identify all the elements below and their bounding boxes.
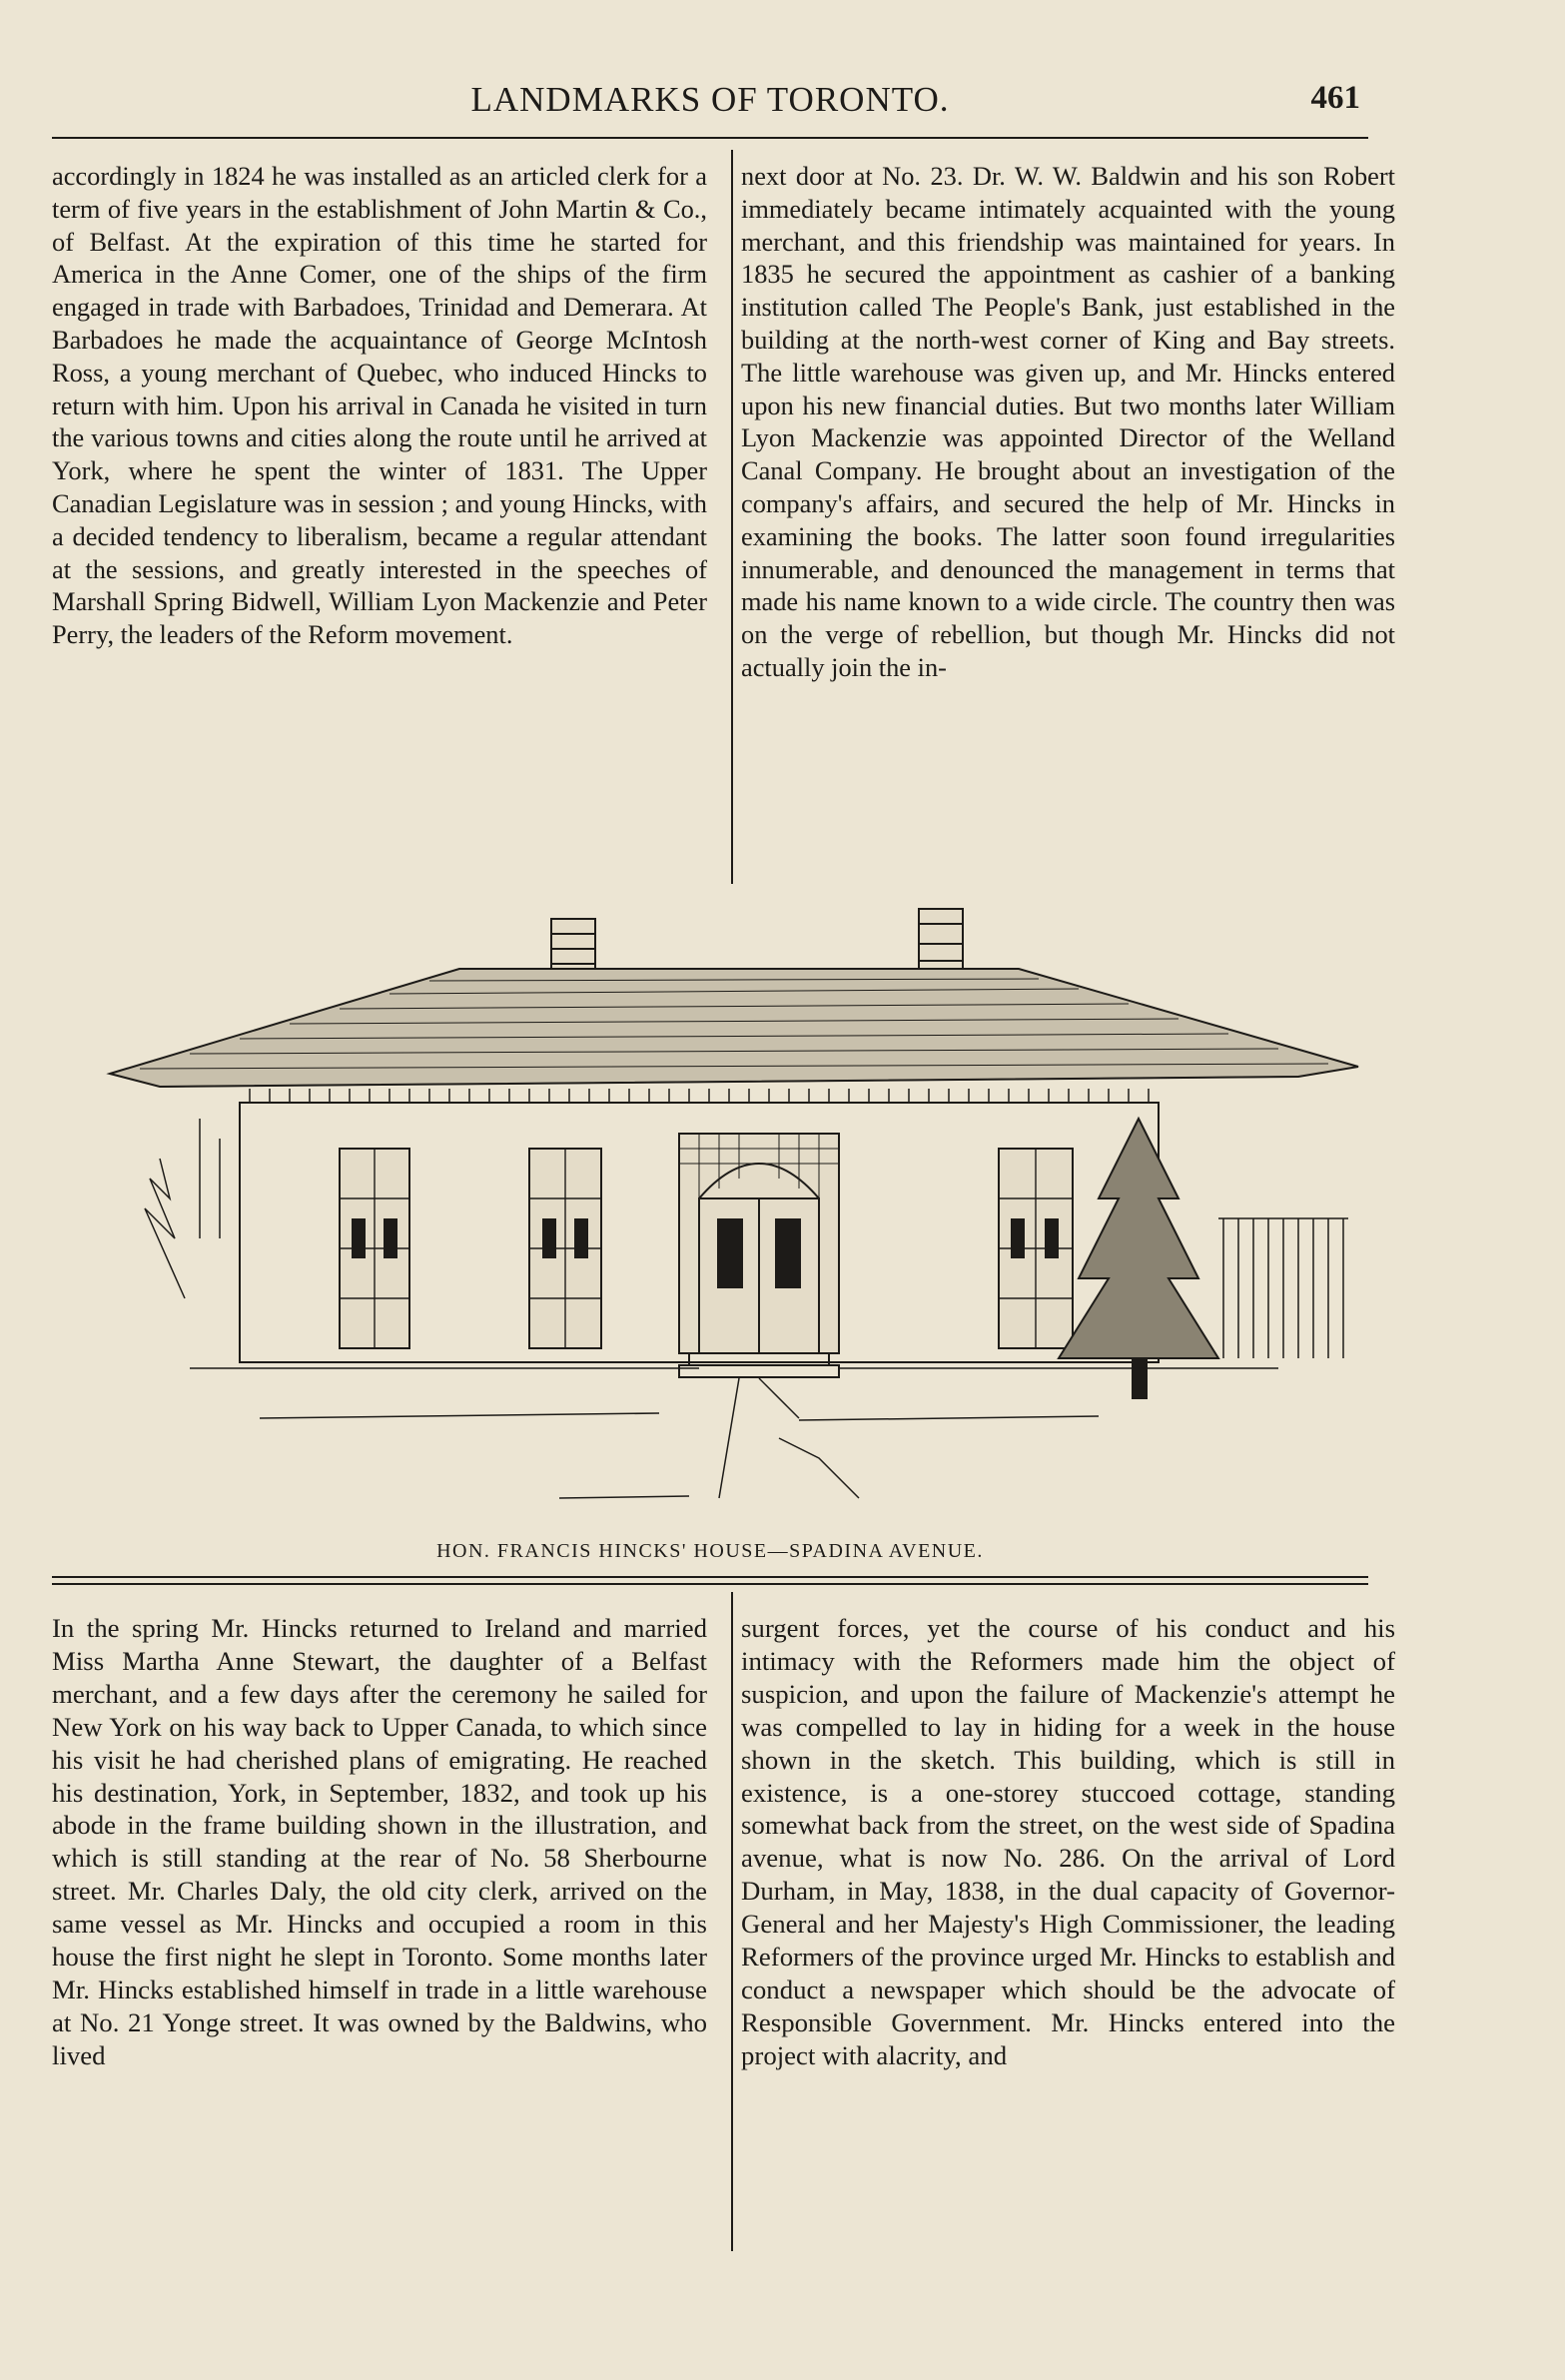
top-right-text: next door at No. 23. Dr. W. W. Baldwin and his son Robert immediately became intimately acquainted with the young merchant, and this friendship was maintained for years. In 1835 he secured the appointment as cashier of a banking institution called The People's Bank, just established in the building at the north-west corner of King and Bay streets. The little warehouse was given up, and Mr. Hincks entered upon his new financial duties. But two months later William Lyon Mackenzie was appointed Director of the Welland Canal Company. He brought about an investigation of the company's affairs, and secured the help of Mr. Hincks in examining the books. The latter soon found irregularities innumerable, and denounced the management in terms that made his name known to a wide circle. The country then was on the verge of rebellion, but though Mr. Hincks did not actually join the in- [741,161,1395,682]
top-column-divider [731,150,733,884]
header-rule [52,137,1368,139]
running-head: LANDMARKS OF TORONTO. [470,80,950,119]
top-right-column [741,160,1395,889]
top-left-column [52,160,713,889]
bottom-right-column [741,1612,1395,2251]
illustration-caption: HON. FRANCIS HINCKS' HOUSE—SPADINA AVENUE. [436,1540,984,1562]
bottom-left-column [52,1612,713,2251]
caption-rule-1 [52,1576,1368,1578]
page-header [52,76,1368,126]
house-illustration [100,899,1378,1538]
bottom-right-text: surgent forces, yet the course of his conduct and his intimacy with the Reformers made him the object of suspicion, and upon the failure of Mackenzie's attempt he was compelled to lay in hiding for a week in the house shown in the sketch. This building, which is still in existence, is a one-storey stuccoed cottage, standing somewhat back from the street, on the west side of Spadina avenue, what is now No. 286. On the arrival of Lord Durham, in May, 1838, in the dual capacity of Governor-General and her Majesty's High Commissioner, the leading Reformers of the province urged Mr. Hincks to establish and conduct a newspaper which should be the advocate of Responsible Government. Mr. Hincks entered into the project with alacrity, and [741,1613,1395,2070]
page-number: 461 [1310,80,1360,116]
bottom-left-text: In the spring Mr. Hincks returned to Ireland and married Miss Martha Anne Stewart, the daughter of a Belfast merchant, and a few days after the ceremony he sailed for New York on his way back to Upper Canada, to which since his visit he had cherished plans of emigrating. He reached his destination, York, in September, 1832, and took up his abode in the frame building shown in the illustration, and which is still standing at the rear of No. 58 Sherbourne street. Mr. Charles Daly, the old city clerk, arrived on the same vessel as Mr. Hincks and occupied a room in this house the first night he slept in Toronto. Some months later Mr. Hincks established himself in trade in a little warehouse at No. 21 Yonge street. It was owned by the Baldwins, who lived [52,1613,707,2070]
bottom-column-divider [731,1592,733,2251]
top-left-text: accordingly in 1824 he was installed as an articled clerk for a term of five years in the establishment of John Martin & Co., of Belfast. At the expiration of this time he started for America in the Anne Comer, one of the ships of the firm engaged in trade with Barbadoes, Trinidad and Demerara. At Barbadoes he made the acquaintance of George McIntosh Ross, a young merchant of Quebec, who induced Hincks to return with him. Upon his arrival in Canada he visited in turn the various towns and cities along the route until he arrived at York, where he spent the winter of 1831. The Upper Canadian Legislature was in session ; and young Hincks, with a decided tendency to liberalism, became a regular attendant at the sessions, and greatly interested in the speeches of Marshall Spring Bidwell, William Lyon Mackenzie and Peter Perry, the leaders of the Reform movement. [52,161,707,650]
caption-rule-2 [52,1583,1368,1585]
